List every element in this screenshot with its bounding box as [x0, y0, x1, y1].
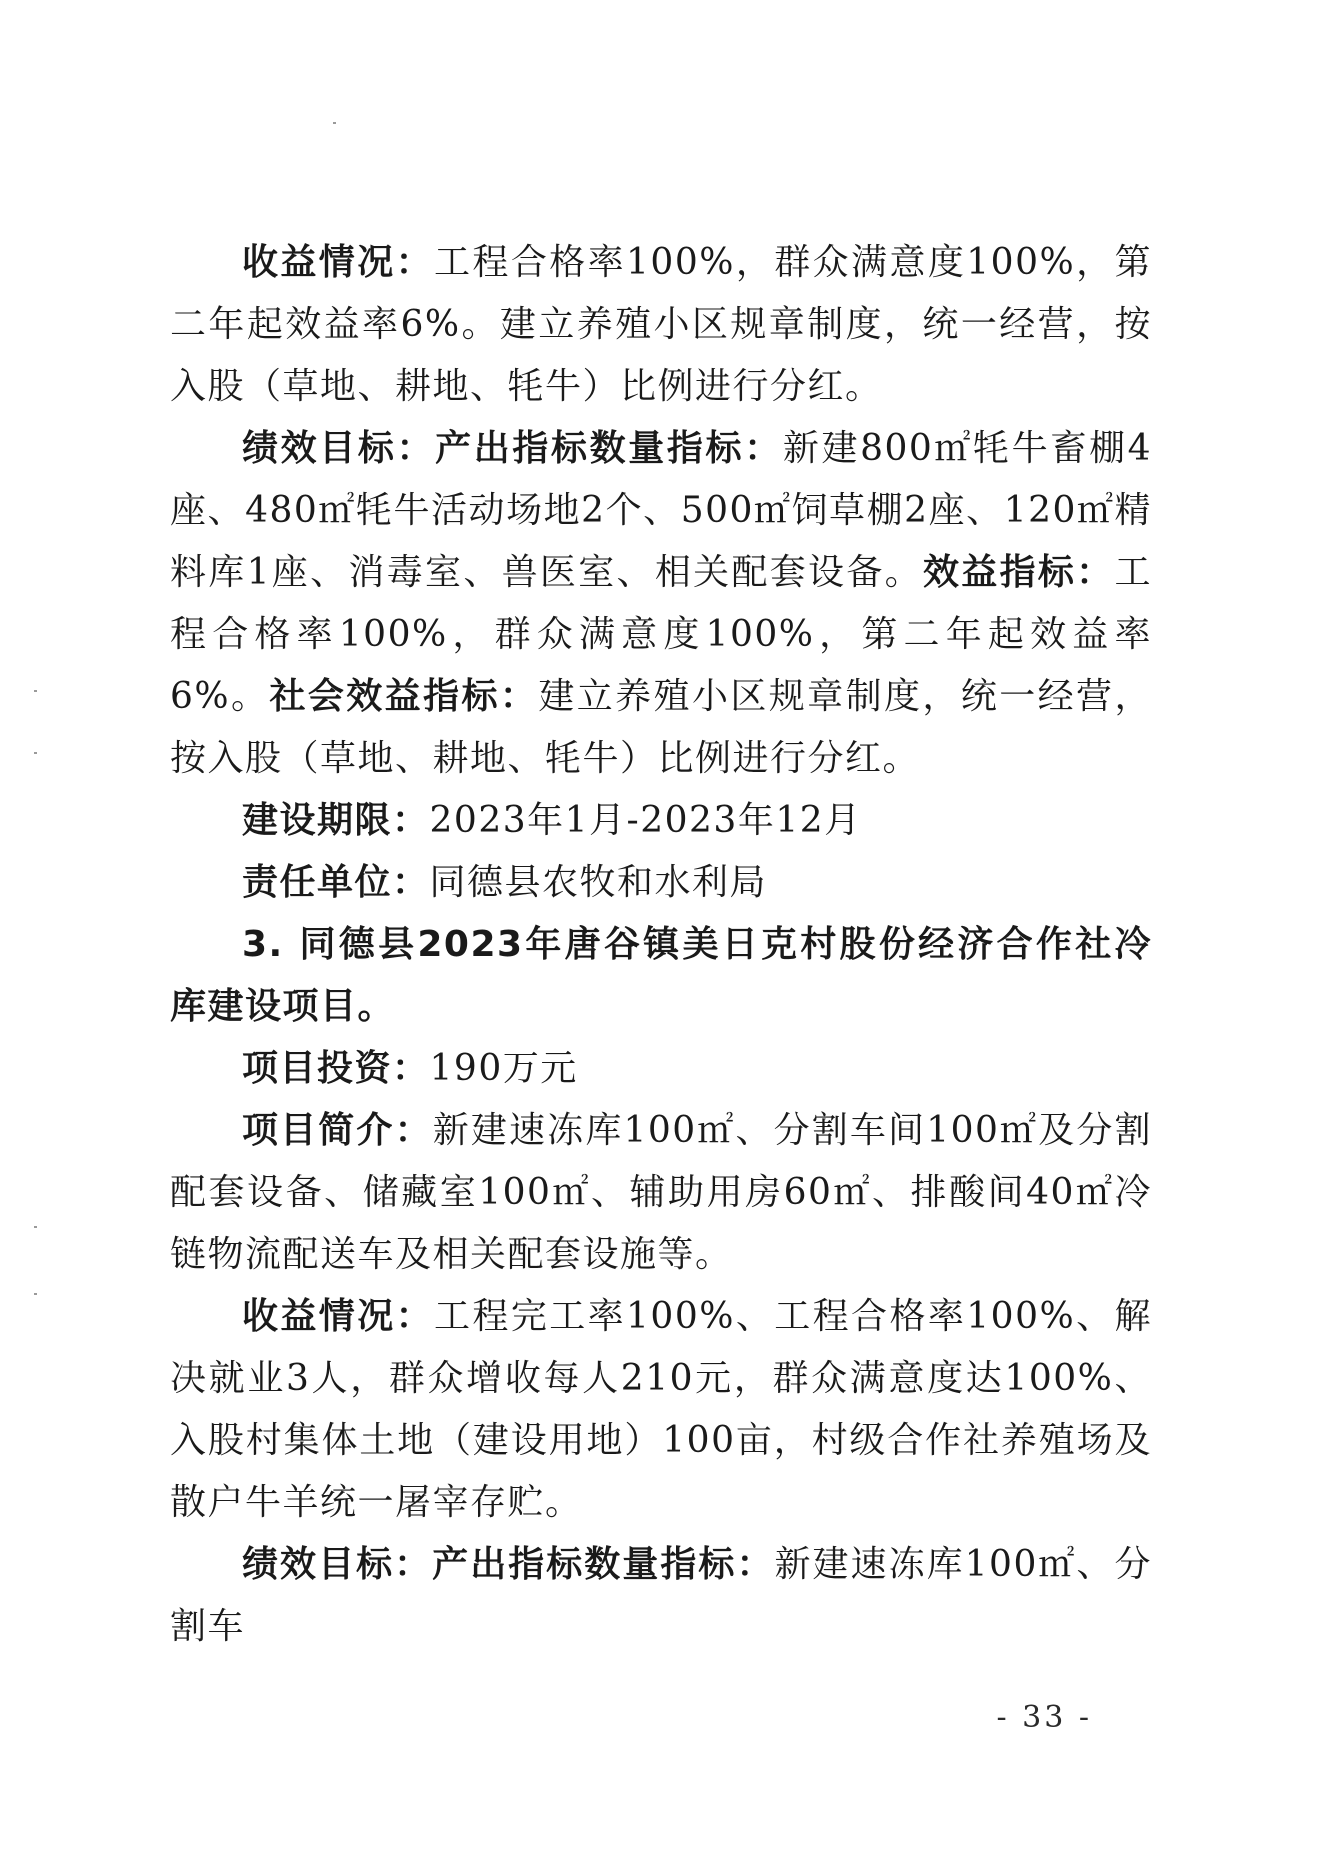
label-investment: 项目投资：: [242, 1048, 430, 1089]
paragraph-performance-goals-2: [170, 1534, 1152, 1658]
label-income: 收益情况：: [242, 242, 435, 283]
text-benefit-indicator: 工程合格率100%，群众满意度100%，第二年起效益率6%。: [170, 552, 1152, 717]
text-responsible-unit: 同德县农牧和水利局: [429, 862, 768, 903]
label-benefit-indicator: 效益指标：: [922, 552, 1115, 593]
scan-mark: [34, 1293, 37, 1295]
paragraph-income-2: [170, 1286, 1152, 1534]
text-project-intro: 新建速冻库100㎡、分割车间100㎡及分割配套设备、储藏室100㎡、辅助用房60㎡、排酸间40㎡冷链物流配送车及相关配套设施等。: [170, 1110, 1152, 1275]
label-project-intro: 项目简介：: [242, 1110, 433, 1151]
scan-mark: [34, 752, 37, 754]
text-income: 工程合格率100%，群众满意度100%，第二年起效益率6%。建立养殖小区规章制度，统一经营，按入股（草地、耕地、牦牛）比例进行分红。: [170, 242, 1152, 407]
label-performance-goals: 绩效目标：: [242, 428, 436, 469]
text-social-benefit: 建立养殖小区规章制度，统一经营，按入股（草地、耕地、牦牛）比例进行分红。: [170, 676, 1152, 779]
label-output-indicator-2: 产出指标数量指标：: [432, 1544, 775, 1585]
scan-mark: [333, 122, 336, 124]
label-construction-period: 建设期限：: [242, 800, 430, 841]
paragraph-responsible-unit: [170, 852, 1152, 914]
label-income-2: 收益情况：: [242, 1296, 435, 1337]
text-output-indicator: 新建800㎡牦牛畜棚4座、480㎡牦牛活动场地2个、500㎡饲草棚2座、120㎡精料库1座、消毒室、兽医室、相关配套设备。: [170, 428, 1152, 593]
scan-mark: [34, 1226, 37, 1228]
page-number: - 33 -: [996, 1700, 1092, 1735]
paragraph-construction-period: [170, 790, 1152, 852]
label-performance-goals-2: 绩效目标：: [242, 1544, 433, 1585]
label-output-indicator: 产出指标数量指标：: [435, 428, 783, 469]
text-output-indicator-2: 新建速冻库100㎡、分割车: [170, 1544, 1152, 1647]
label-social-benefit: 社会效益指标：: [269, 676, 539, 717]
paragraph-project-intro: [170, 1100, 1152, 1286]
text-construction-period: 2023年1月-2023年12月: [429, 800, 862, 841]
text-investment: 190万元: [429, 1048, 578, 1089]
project-heading: 3. 同德县2023年唐谷镇美日克村股份经济合作社冷库建设项目。: [170, 924, 1152, 1027]
text-income-2: 工程完工率100%、工程合格率100%、解决就业3人，群众增收每人210元，群众满意度达100%、 入股村集体土地（建设用地）100亩，村级合作社养殖场及散户牛羊统一屠宰存贮。: [170, 1296, 1152, 1523]
scan-mark: [34, 690, 37, 692]
paragraph-income: [170, 232, 1152, 418]
paragraph-performance-goals: [170, 418, 1152, 790]
paragraph-investment: [170, 1038, 1152, 1100]
document-body: [170, 232, 1152, 1658]
label-responsible-unit: 责任单位：: [242, 862, 430, 903]
